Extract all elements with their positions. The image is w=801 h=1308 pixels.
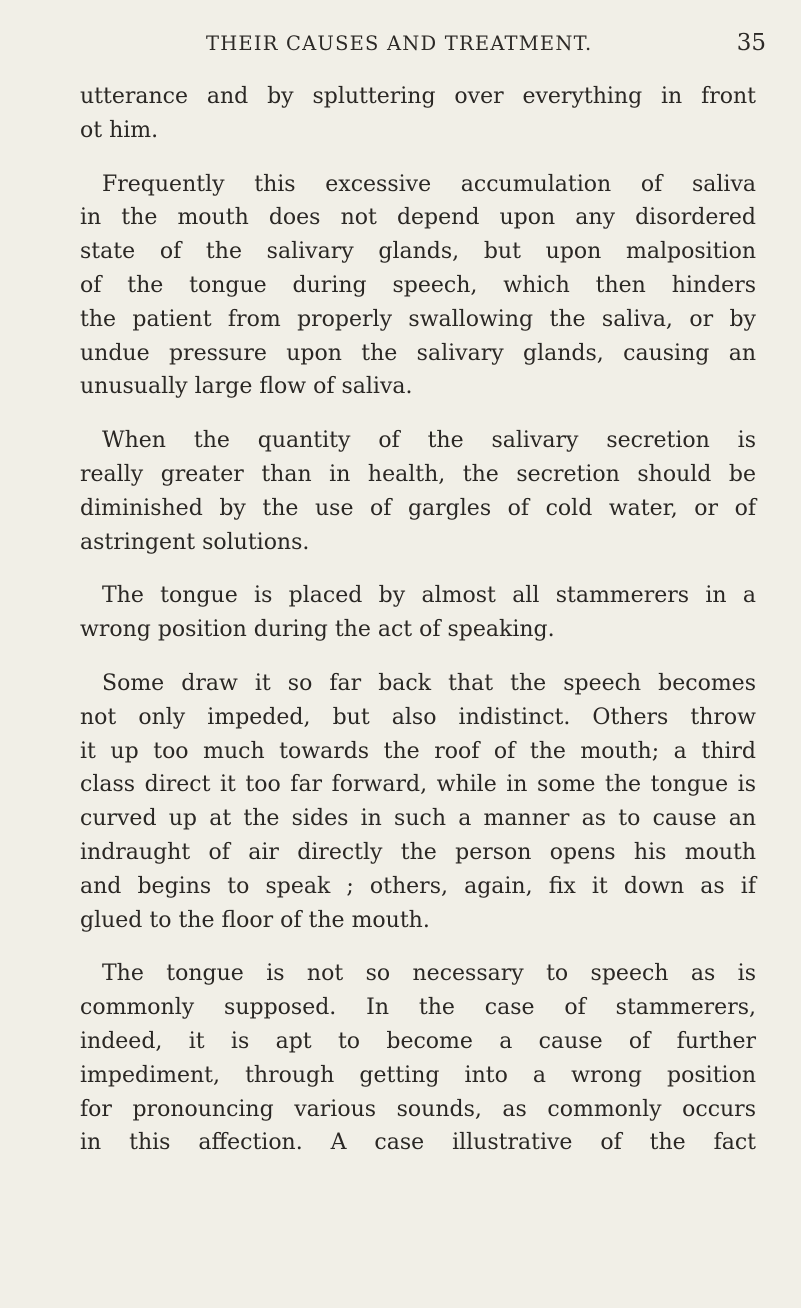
text-line: commonly supposed. In the case of stammerers, xyxy=(80,995,756,1021)
paragraph-continuation xyxy=(80,80,756,148)
running-title: THEIR CAUSES AND TREATMENT. xyxy=(206,32,593,55)
text-line: Frequently this excessive accumulation of saliva xyxy=(102,171,756,197)
text-line: utterance and by spluttering over everything in front xyxy=(80,84,756,109)
text-line: class direct it too far forward, while in some the tongue is xyxy=(80,772,756,798)
text-line: Some draw it so far back that the speech becomes xyxy=(102,670,756,696)
text-line: not only impeded, but also indistinct. Others throw xyxy=(80,704,756,730)
text-line: impediment, through getting into a wrong position xyxy=(80,1062,756,1088)
text-line: ot him. xyxy=(80,117,159,143)
text-line: The tongue is placed by almost all stammerers in a xyxy=(102,583,756,609)
paragraph-secretion xyxy=(80,424,756,559)
text-line: of the tongue during speech, which then hinders xyxy=(80,272,756,298)
text-line: it up too much towards the roof of the mouth; a third xyxy=(80,738,756,764)
text-line: state of the salivary glands, but upon malposition xyxy=(80,239,756,265)
text-line: wrong position during the act of speaking. xyxy=(80,617,555,643)
text-line: When the quantity of the salivary secretion is xyxy=(102,428,756,454)
text-line: indeed, it is apt to become a cause of further xyxy=(80,1028,756,1054)
running-head xyxy=(80,30,766,62)
paragraph-draw-back xyxy=(80,667,756,937)
text-line: really greater than in health, the secretion should be xyxy=(80,461,756,487)
text-line: astringent solutions. xyxy=(80,529,310,555)
text-line: glued to the floor of the mouth. xyxy=(80,907,430,933)
text-line: in this affection. A case illustrative of the fact xyxy=(80,1130,756,1156)
body-text xyxy=(80,80,756,1160)
text-line: and begins to speak ; others, again, fix it down as if xyxy=(80,873,756,899)
text-line: indraught of air directly the person opens his mouth xyxy=(80,839,756,865)
text-line: The tongue is not so necessary to speech as is xyxy=(102,961,756,987)
page-number: 35 xyxy=(736,30,766,56)
paragraph-tongue-position xyxy=(80,579,756,647)
paragraph-malposition xyxy=(80,168,756,405)
text-line: in the mouth does not depend upon any disordered xyxy=(80,205,756,231)
text-line: the patient from properly swallowing the saliva, or by xyxy=(80,306,756,332)
paragraph-not-necessary xyxy=(80,957,756,1160)
text-line: diminished by the use of gargles of cold water, or of xyxy=(80,495,756,521)
text-line: for pronouncing various sounds, as commonly occurs xyxy=(80,1096,756,1122)
text-line: curved up at the sides in such a manner as to cause an xyxy=(80,806,756,832)
text-line: undue pressure upon the salivary glands, causing an xyxy=(80,340,756,366)
text-line: unusually large flow of saliva. xyxy=(80,374,413,400)
